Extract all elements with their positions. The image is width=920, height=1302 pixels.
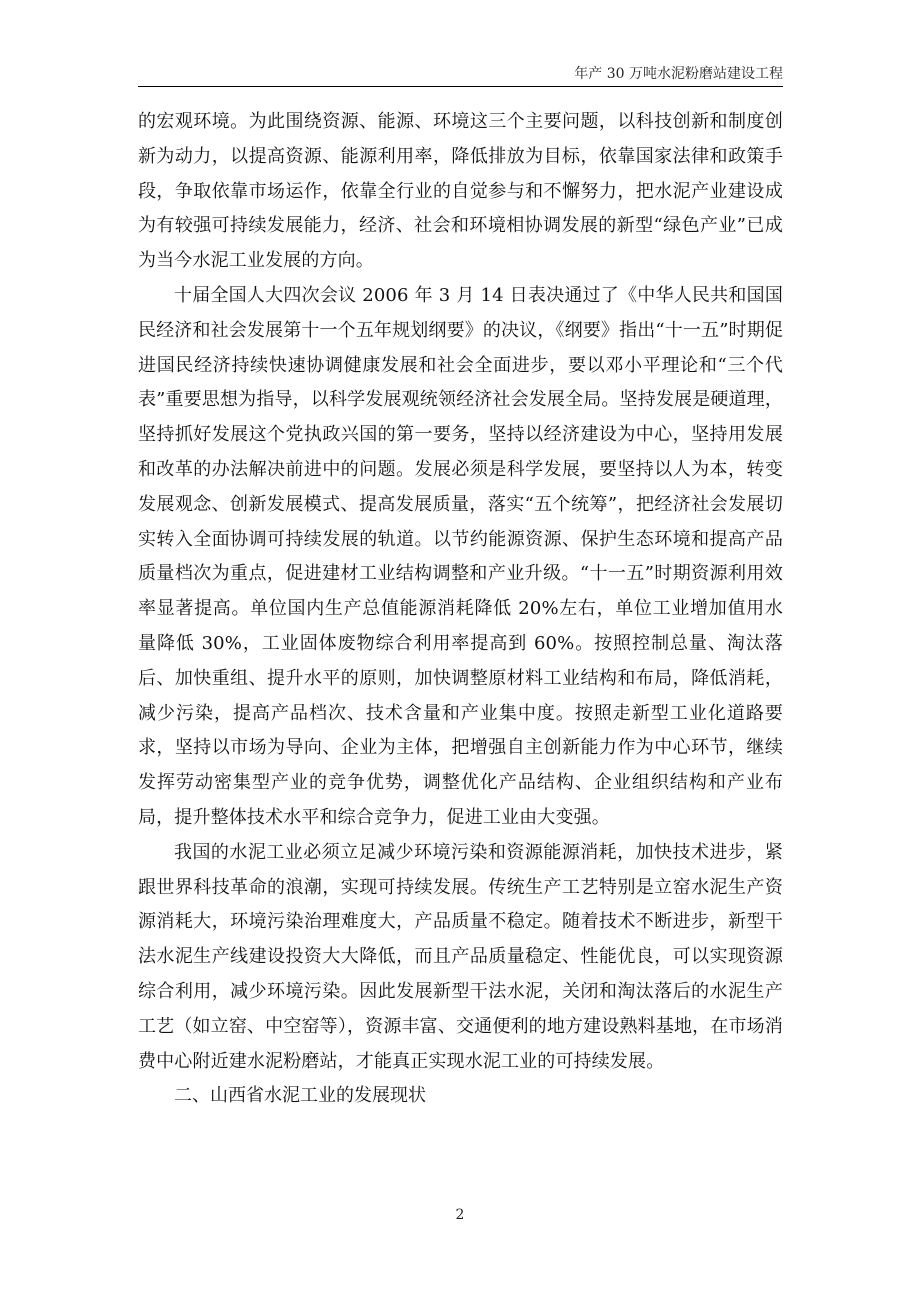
- running-header: [138, 64, 783, 87]
- paragraph-plan-outline: 十届全国人大四次会议 2006 年 3 月 14 日表决通过了《中华人民共和国国民经济和社会发展第十一个五年规划纲要》的决议，《纲要》指出“十一五”时期促进国民经济持续快速协调健康发展和社会全面进步，要以邓小平理论和“三个代表”重要思想为指导，以科学发展观统领经济社会发展全局。坚持发展是硬道理，坚持抓好发展这个党执政兴国的第一要务，坚持以经济建设为中心，坚持用发展和改革的办法解决前进中的问题。发展必须是科学发展，要坚持以人为本，转变发展观念、创新发展模式、提高发展质量，落实“五个统筹”，把经济社会发展切实转入全面协调可持续发展的轨道。以节约能源资源、保护生态环境和提高产品质量档次为重点，促进建材工业结构调整和产业升级。“十一五”时期资源利用效率显著提高。单位国内生产总值能源消耗降低 20%左右，单位工业增加值用水量降低 30%，工业固体废物综合利用率提高到 60%。按照控制总量、淘汰落后、加快重组、提升水平的原则，加快调整原材料工业结构和布局，降低消耗，减少污染，提高产品档次、技术含量和产业集中度。按照走新型工业化道路要求，坚持以市场为导向、企业为主体，把增强自主创新能力作为中心环节，继续发挥劳动密集型产业的竞争优势，调整优化产品结构、企业组织结构和产业布局，提升整体技术水平和综合竞争力，促进工业由大变强。: [138, 284, 783, 828]
- header-title: 年产 30 万吨水泥粉磨站建设工程: [574, 66, 783, 82]
- section-heading: 二、山西省水泥工业的发展现状: [174, 1085, 426, 1107]
- paragraph-continuation: 的宏观环境。为此围绕资源、能源、环境这三个主要问题，以科技创新和制度创新为动力，以提高资源、能源利用率，降低排放为目标，依靠国家法律和政策手段，争取依靠市场运作，依靠全行业的自觉参与和不懈努力，把水泥产业建设成为有较强可持续发展能力，经济、社会和环境相协调发展的新型“绿色产业”已成为当今水泥工业发展的方向。: [138, 111, 783, 272]
- paragraph-cement-industry: 我国的水泥工业必须立足减少环境污染和资源能源消耗，加快技术进步，紧跟世界科技革命的浪潮，实现可持续发展。传统生产工艺特别是立窑水泥生产资源消耗大，环境污染治理难度大，产品质量不稳定。随着技术不断进步，新型干法水泥生产线建设投资大大降低，而且产品质量稳定、性能优良，可以实现资源综合利用，减少环境污染。因此发展新型干法水泥，关闭和淘汰落后的水泥生产工艺（如立窑、中空窑等），资源丰富、交通便利的地方建设熟料基地，在市场消费中心附近建水泥粉磨站，才能真正实现水泥工业的可持续发展。: [138, 841, 783, 1072]
- page-number: 2: [455, 1207, 465, 1223]
- document-body: [138, 105, 783, 1114]
